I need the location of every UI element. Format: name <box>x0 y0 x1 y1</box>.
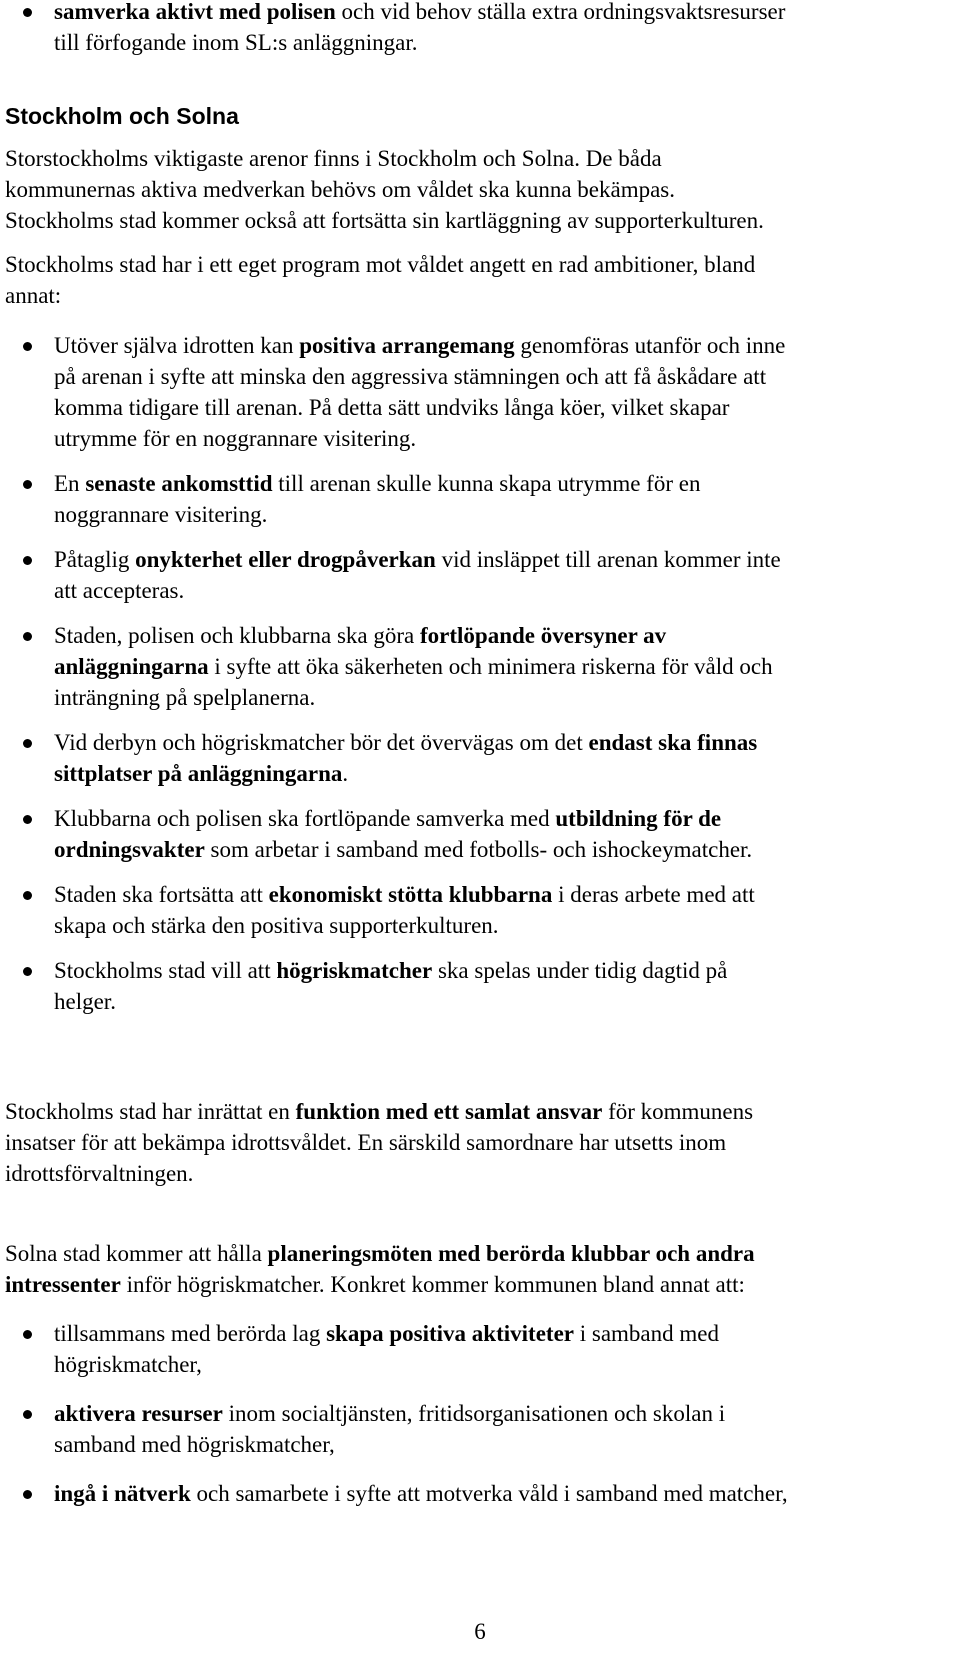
bold-phrase: skapa positiva aktiviteter <box>326 1321 574 1346</box>
section-heading: Stockholm och Solna <box>5 103 239 129</box>
text-line: helger. <box>54 989 116 1014</box>
text-run: Solna stad kommer att hålla <box>5 1241 268 1266</box>
bold-phrase: anläggningarna <box>54 654 209 679</box>
text-run: Stockholms stad har inrättat en <box>5 1099 296 1124</box>
text-run: Klubbarna och polisen ska fortlöpande samverka med <box>54 806 556 831</box>
text-line: på arenan i syfte att minska den aggressiva stämningen och att få åskådare att <box>54 364 767 389</box>
bold-phrase: utbildning för de <box>555 806 722 831</box>
bullet-dot <box>23 632 32 641</box>
text-line: insatser för att bekämpa idrottsvåldet. En särskild samordnare har utsetts inom <box>5 1130 727 1155</box>
bold-phrase: senaste ankomsttid <box>85 471 273 496</box>
bold-phrase: onykterhet eller drogpåverkan <box>135 547 436 572</box>
bold-phrase: ordningsvakter <box>54 837 205 862</box>
bullet-dot <box>23 8 32 17</box>
list-item <box>0 1398 960 1460</box>
stockholm-ambitions-list <box>0 330 960 1017</box>
text-run: i deras arbete med att <box>552 882 755 907</box>
text-run: genomföras utanför och inne <box>514 333 786 358</box>
text-line: Storstockholms viktigaste arenor finns i Stockholm och Solna. De båda <box>5 146 662 171</box>
text-run: som arbetar i samband med fotbolls- och ishockeymatcher. <box>204 837 753 862</box>
text-run: Stockholms stad vill att <box>54 958 277 983</box>
page-number: 6 <box>474 1619 486 1644</box>
solna-actions-list <box>0 1318 960 1509</box>
bullet-dot <box>23 1490 32 1499</box>
list-item <box>0 1478 960 1509</box>
bullet-dot <box>23 1330 32 1339</box>
bullet-dot <box>23 342 32 351</box>
bullet-dot <box>23 556 32 565</box>
text-line: Stockholms stad kommer också att fortsätta sin kartläggning av supporterkulturen. <box>5 208 764 233</box>
list-item <box>0 1318 960 1380</box>
text-line: noggrannare visitering. <box>54 502 268 527</box>
bold-phrase: sittplatser på anläggningarna <box>54 761 343 786</box>
text-run: i samband med <box>573 1321 719 1346</box>
text-line: Stockholms stad har i ett eget program mot våldet angett en rad ambitioner, bland <box>5 252 756 277</box>
bullet-dot <box>23 891 32 900</box>
text-run: inom socialtjänsten, fritidsorganisationen och skolan i <box>222 1401 726 1426</box>
list-item <box>0 620 960 713</box>
bold-phrase: ekonomiskt stötta klubbarna <box>268 882 553 907</box>
intro-paragraph <box>5 143 955 311</box>
text-line: utrymme för en noggrannare visitering. <box>54 426 417 451</box>
bullet-dot <box>23 815 32 824</box>
list-item <box>0 468 960 530</box>
text-run: vid insläppet till arenan kommer inte <box>435 547 781 572</box>
text-run: Utöver själva idrotten kan <box>54 333 300 358</box>
top-bullet-list <box>0 0 960 58</box>
text-line: högriskmatcher, <box>54 1352 202 1377</box>
text-line: inträngning på spelplanerna. <box>54 685 316 710</box>
list-item <box>0 955 960 1017</box>
text-line: till förfogande inom SL:s anläggningar. <box>54 30 418 55</box>
text-run: ska spelas under tidig dagtid på <box>432 958 728 983</box>
text-line: kommunernas aktiva medverkan behövs om våldet ska kunna bekämpas. <box>5 177 676 202</box>
text-run: Staden, polisen och klubbarna ska göra <box>54 623 420 648</box>
text-run: för kommunens <box>602 1099 754 1124</box>
list-item <box>0 544 960 606</box>
bold-phrase: funktion med ett samlat ansvar <box>295 1099 603 1124</box>
bold-phrase: positiva arrangemang <box>299 333 515 358</box>
list-item <box>0 330 960 454</box>
text-run: till arenan skulle kunna skapa utrymme för en <box>272 471 701 496</box>
bold-phrase: fortlöpande översyner av <box>420 623 667 648</box>
function-paragraph <box>5 1096 955 1189</box>
bold-phrase: högriskmatcher <box>276 958 433 983</box>
text-line: idrottsförvaltningen. <box>5 1161 194 1186</box>
bullet-dot <box>23 480 32 489</box>
bold-phrase: samverka aktivt med polisen <box>54 0 336 24</box>
list-item <box>0 727 960 789</box>
bold-phrase: ingå i nätverk <box>54 1481 191 1506</box>
bold-phrase: planeringsmöten med berörda klubbar och andra <box>267 1241 755 1266</box>
text-line: skapa och stärka den positiva supporterkulturen. <box>54 913 499 938</box>
bullet-dot <box>23 967 32 976</box>
text-run: En <box>54 471 86 496</box>
text-line: samband med högriskmatcher, <box>54 1432 335 1457</box>
text-run: Påtaglig <box>54 547 136 572</box>
text-line: komma tidigare till arenan. På detta sätt undviks långa köer, vilket skapar <box>54 395 730 420</box>
text-run: . <box>342 761 349 786</box>
text-run: Staden ska fortsätta att <box>54 882 269 907</box>
bold-phrase: intressenter <box>5 1272 121 1297</box>
bold-phrase: aktivera resurser <box>54 1401 223 1426</box>
solna-paragraph <box>5 1238 955 1300</box>
bullet-dot <box>23 1410 32 1419</box>
list-item <box>0 879 960 941</box>
bullet-dot <box>23 739 32 748</box>
text-run: Vid derbyn och högriskmatcher bör det övervägas om det <box>54 730 589 755</box>
bold-phrase: endast ska finnas <box>588 730 758 755</box>
text-run: i syfte att öka säkerheten och minimera riskerna för våld och <box>208 654 773 679</box>
text-run: tillsammans med berörda lag <box>54 1321 327 1346</box>
text-run: och vid behov ställa extra ordningsvaktsresurser <box>335 0 786 24</box>
text-line: annat: <box>5 283 62 308</box>
text-run: inför högriskmatcher. Konkret kommer kommunen bland annat att: <box>120 1272 745 1297</box>
text-run: och samarbete i syfte att motverka våld i samband med matcher, <box>190 1481 788 1506</box>
text-line: att accepteras. <box>54 578 185 603</box>
list-item <box>0 0 960 58</box>
list-item <box>0 803 960 865</box>
